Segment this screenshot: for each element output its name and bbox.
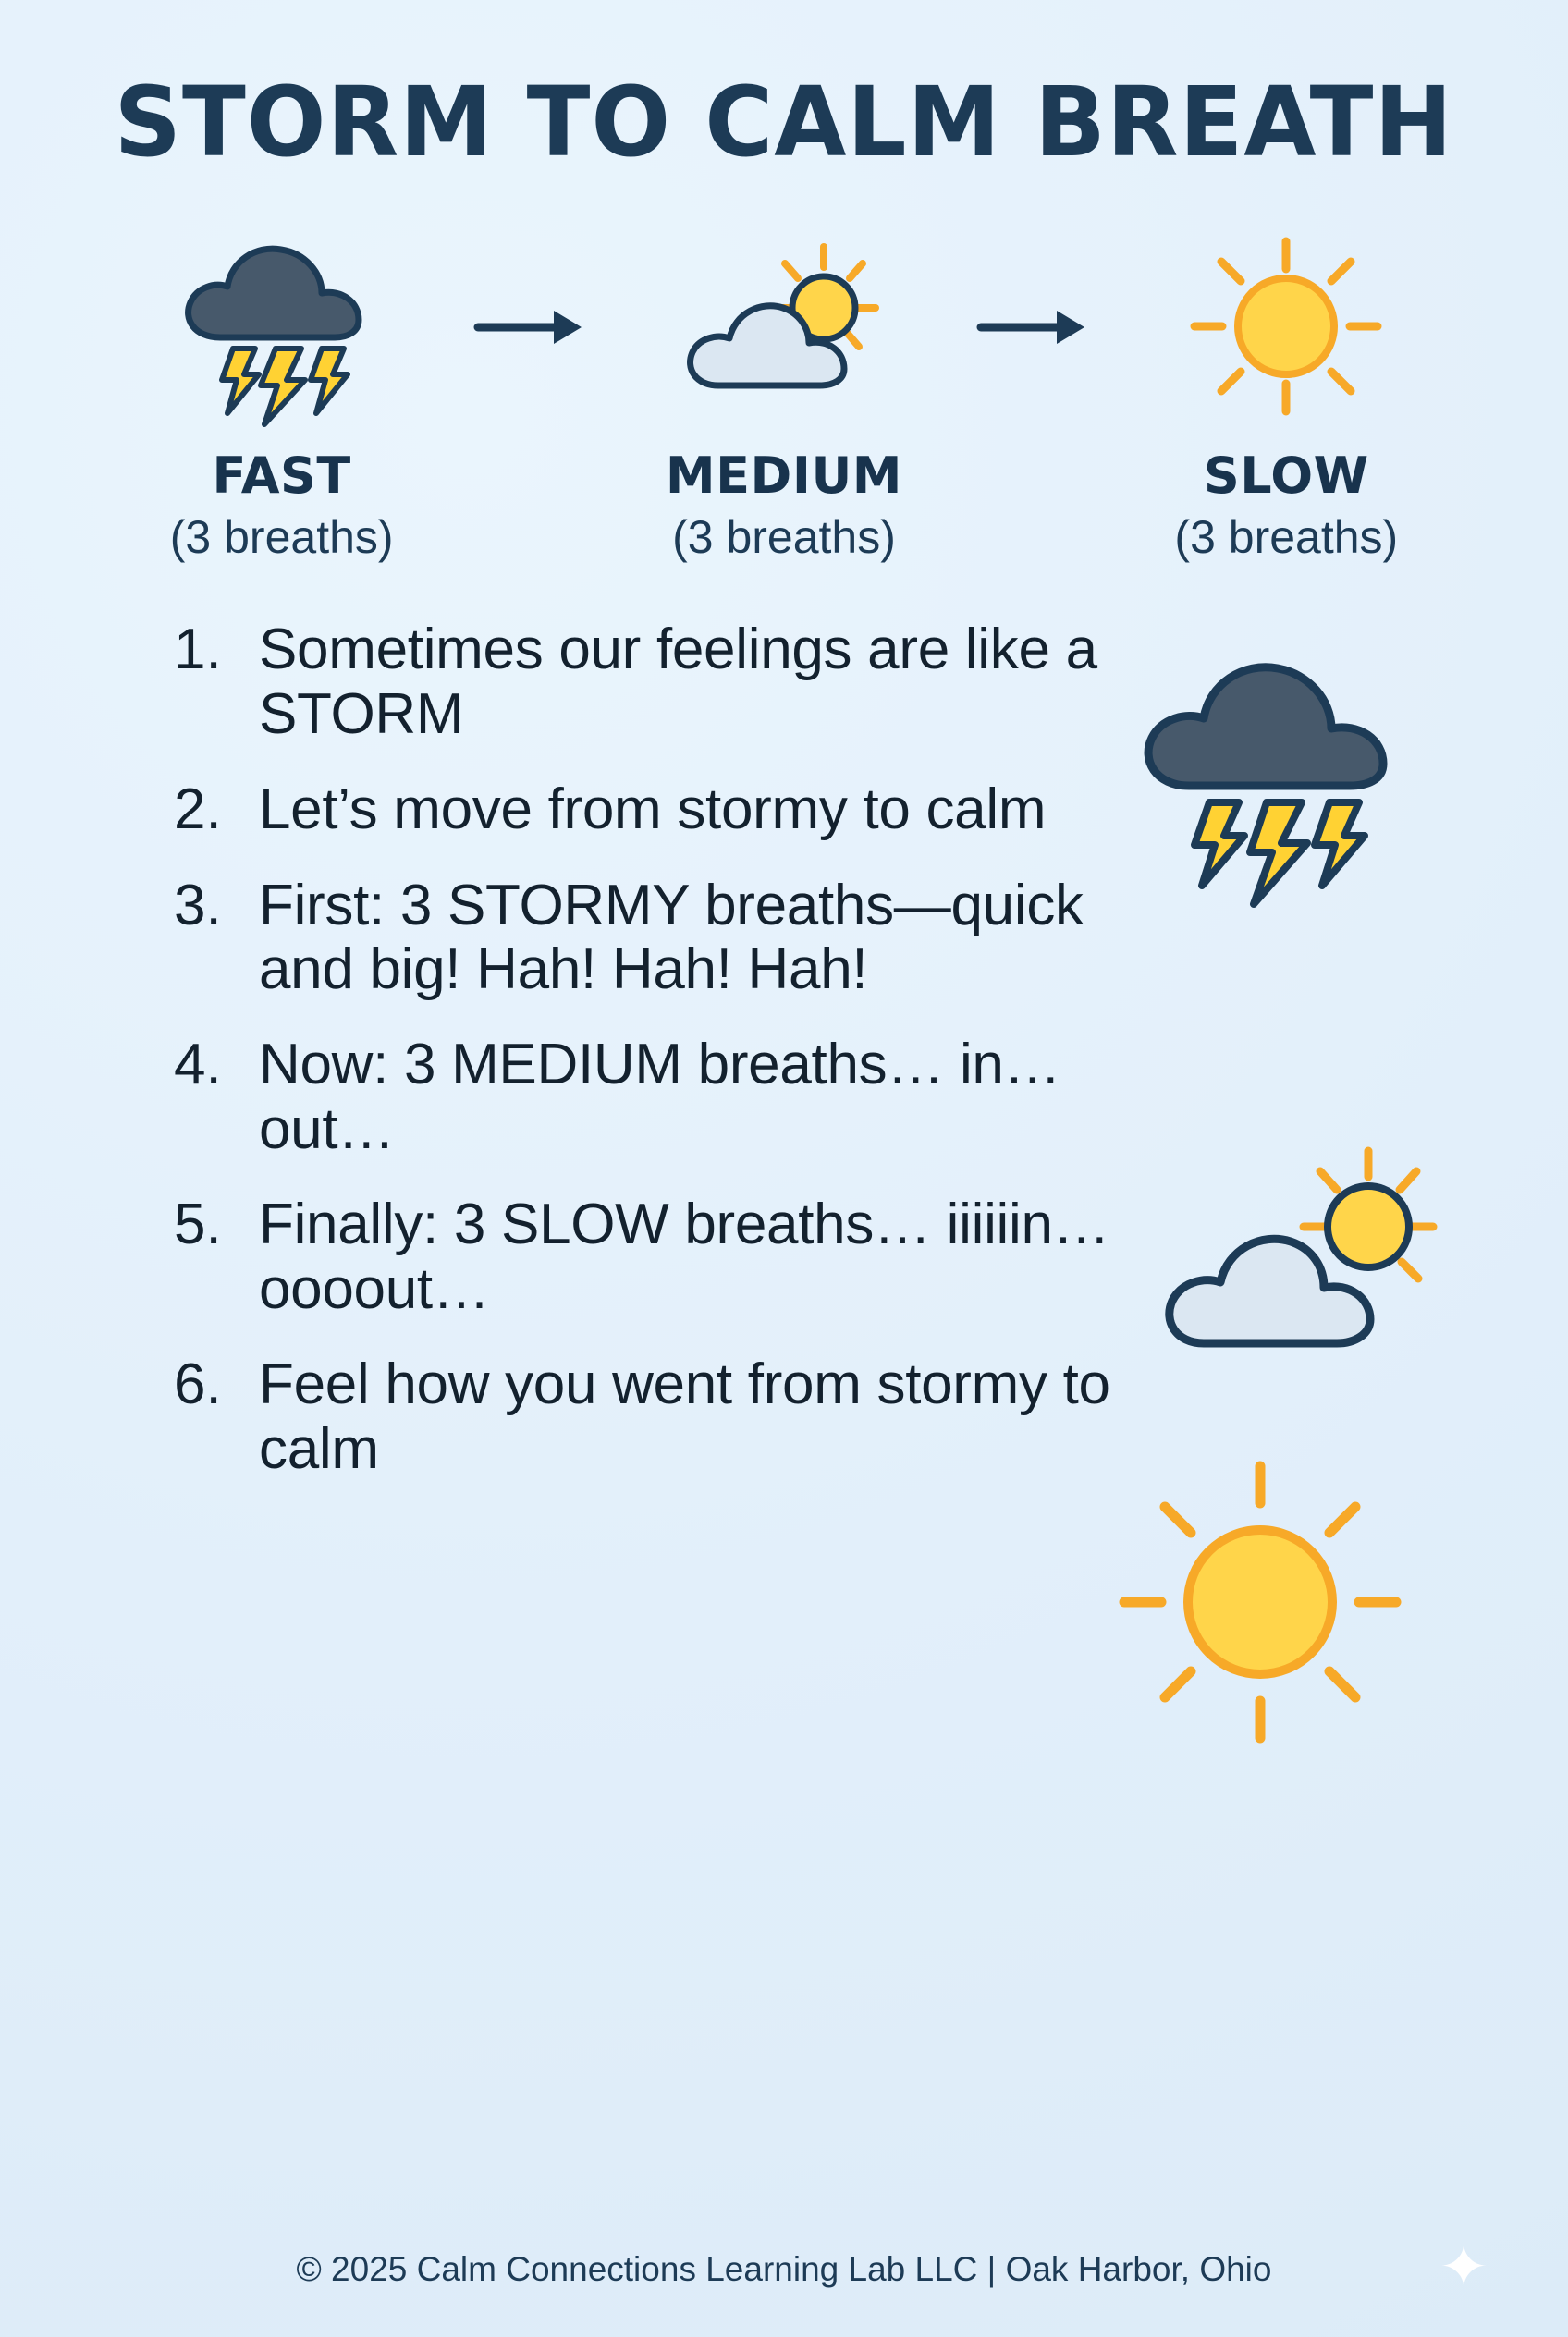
list-item	[81, 1193, 1487, 1321]
copyright-text: © 2025 Calm Connections Learning Lab LLC | Oak Harbor, Ohio	[296, 2250, 1272, 2288]
step-number: 5.	[174, 1193, 222, 1257]
stage-label: SLOW	[1203, 447, 1369, 506]
stage-sub: (3 breaths)	[1174, 511, 1399, 564]
step-number: 1.	[174, 618, 222, 682]
step-text: First: 3 STORMY breaths—quick and big! Hah! Hah! Hah!	[259, 873, 1084, 1001]
stage-fast	[104, 221, 459, 564]
sun-icon	[1108, 1450, 1413, 1759]
arrow-right-icon	[962, 221, 1109, 434]
steps-list	[81, 618, 1487, 2250]
arrow-right-icon	[459, 221, 606, 434]
sparkle-icon: ✦	[1439, 2233, 1488, 2300]
step-text: Feel how you went from stormy to calm	[259, 1352, 1110, 1481]
step-text: Finally: 3 SLOW breaths… iiiiiin… oooout…	[259, 1193, 1110, 1321]
step-number: 3.	[174, 873, 222, 937]
step-number: 6.	[174, 1352, 222, 1417]
stage-sub: (3 breaths)	[169, 511, 394, 564]
list-item	[81, 1352, 1487, 1481]
step-number: 4.	[174, 1033, 222, 1097]
stage-medium	[606, 221, 961, 564]
step-number: 2.	[174, 777, 222, 842]
step-text: Let’s move from stormy to calm	[259, 777, 1047, 842]
step-text: Now: 3 MEDIUM breaths… in… out…	[259, 1033, 1061, 1161]
list-item	[81, 618, 1487, 746]
footer	[0, 2233, 1568, 2337]
list-item	[81, 1033, 1487, 1161]
stage-sub: (3 breaths)	[672, 511, 896, 564]
stage-slow	[1109, 221, 1464, 564]
list-item	[81, 874, 1487, 1002]
storm-cloud-icon	[166, 221, 398, 434]
partly-sunny-icon	[668, 221, 900, 434]
sun-icon	[1180, 221, 1392, 434]
page-title: STORM TO CALM BREATH	[114, 66, 1454, 178]
stage-label: MEDIUM	[665, 447, 903, 506]
step-text: Sometimes our feelings are like a STORM	[259, 618, 1097, 746]
stage-row	[104, 221, 1464, 564]
list-item	[81, 777, 1487, 841]
stage-label: FAST	[212, 447, 351, 506]
